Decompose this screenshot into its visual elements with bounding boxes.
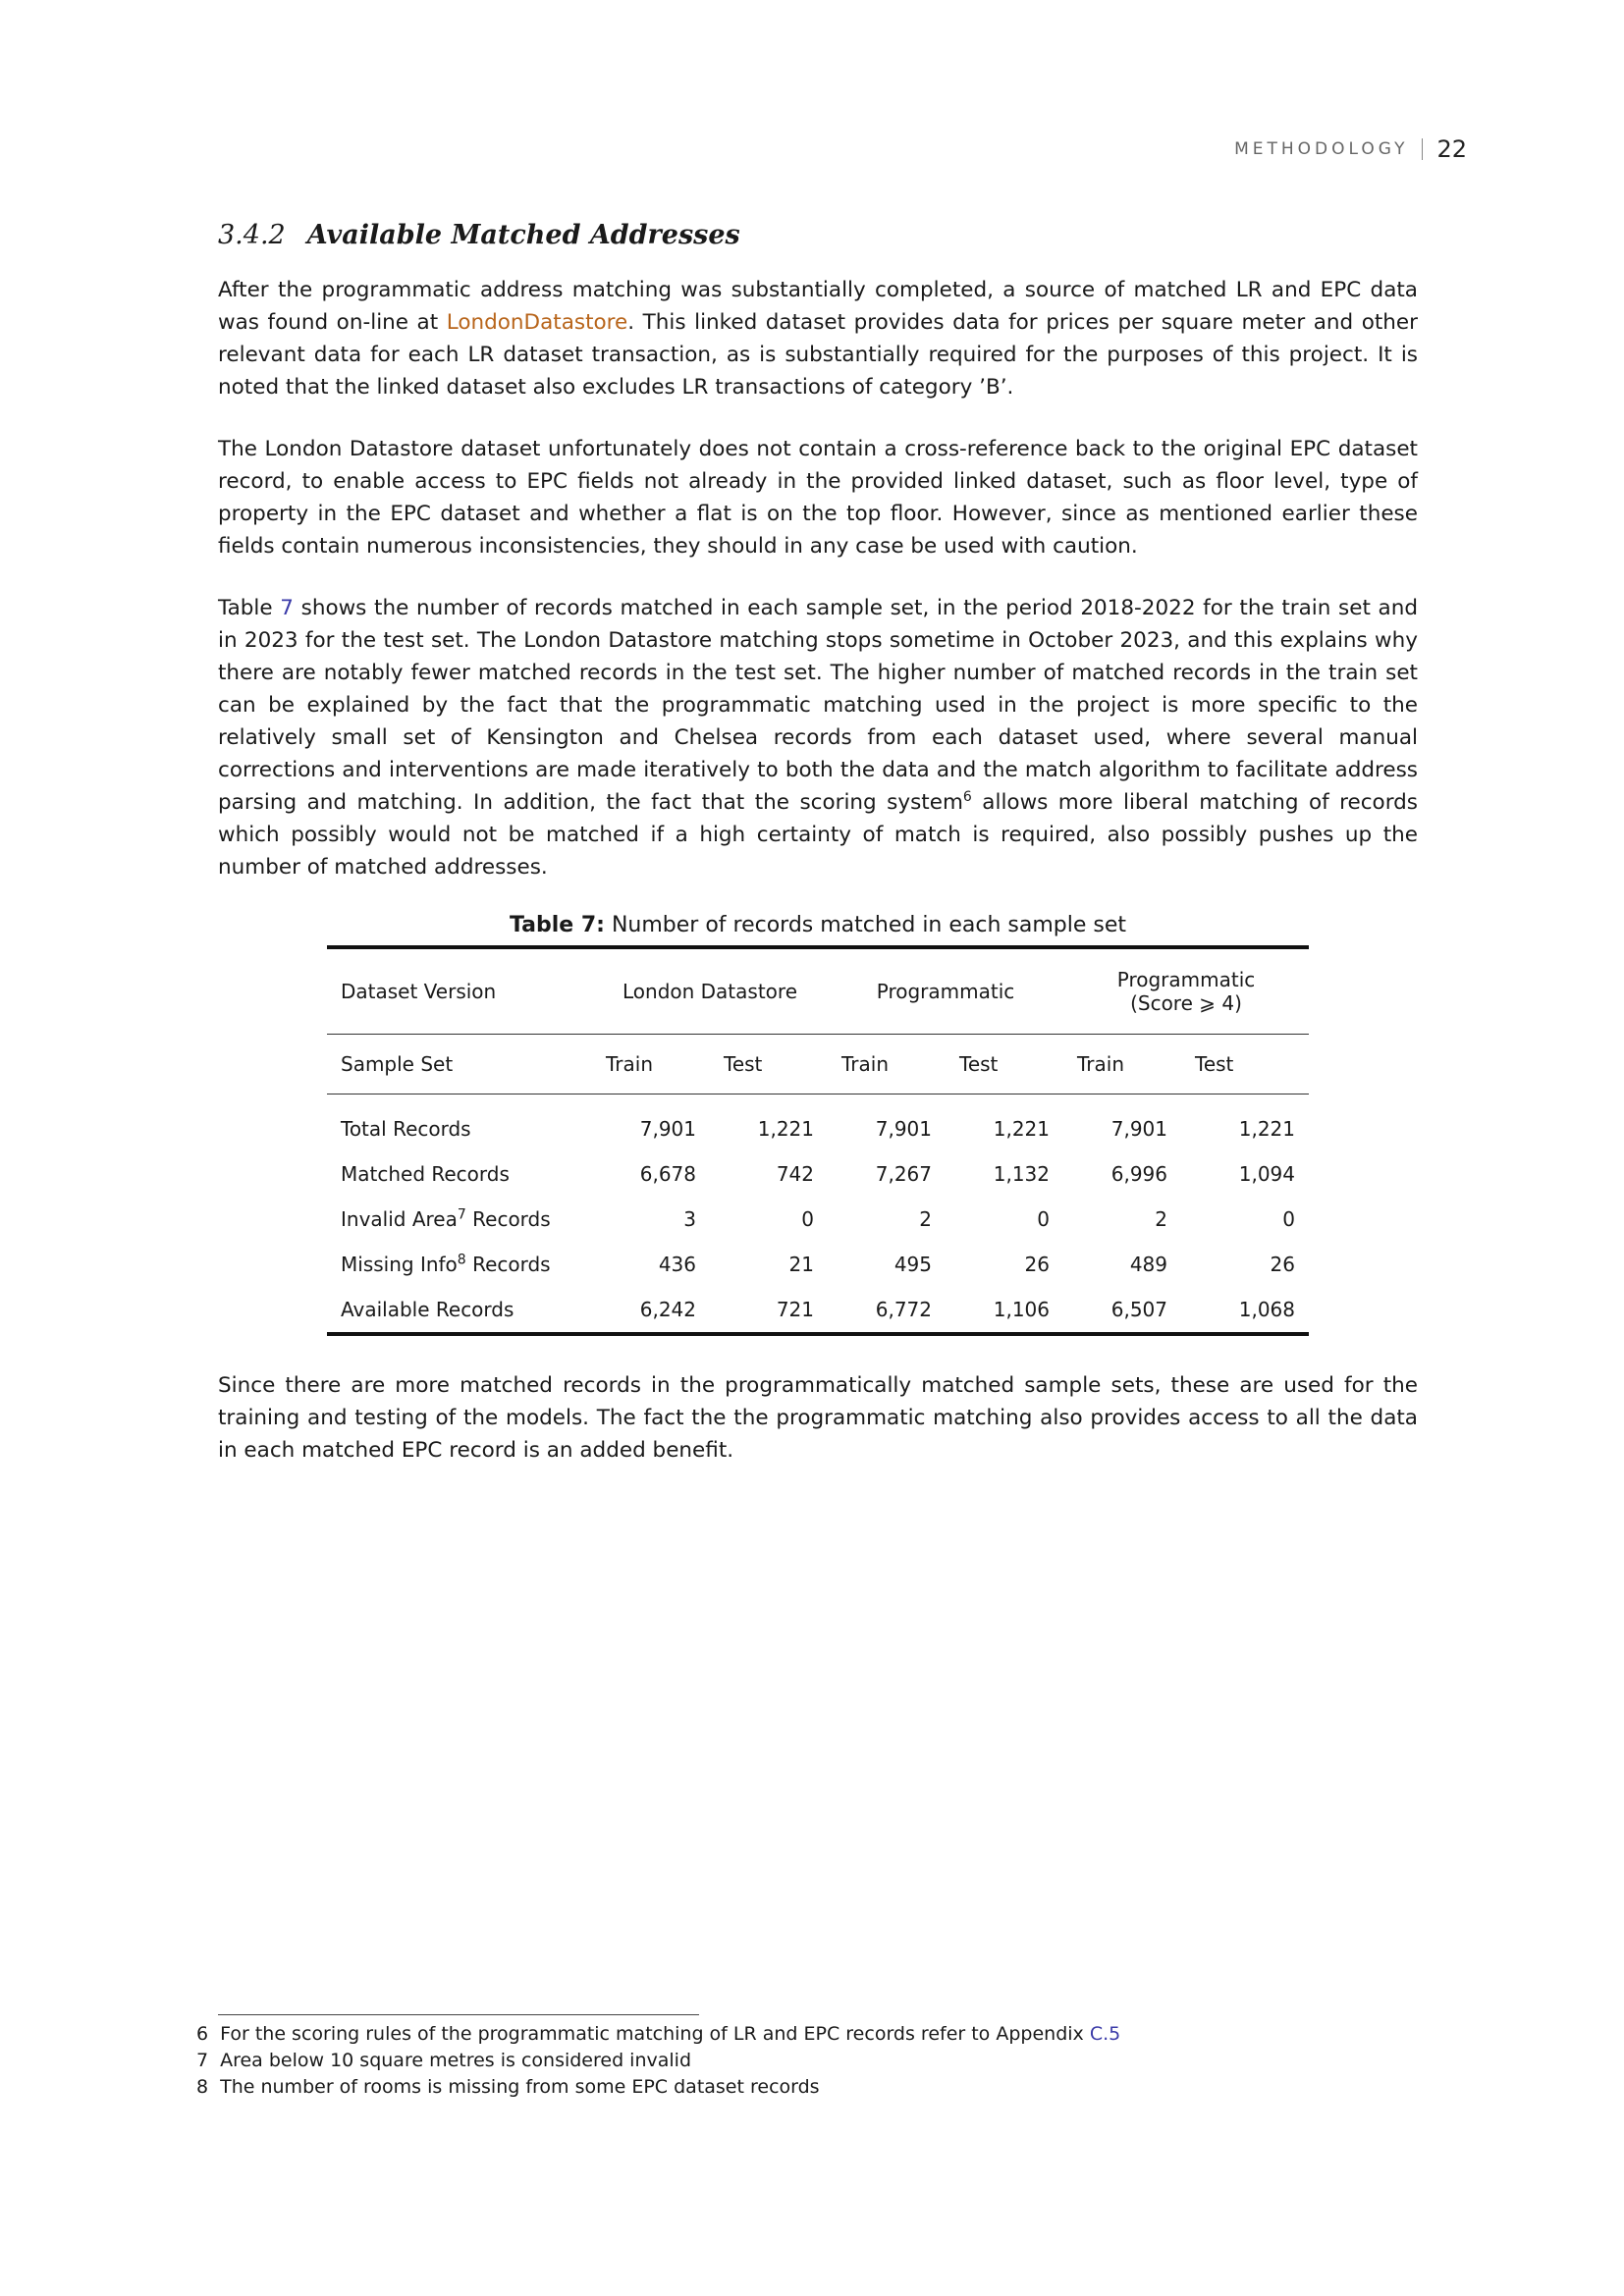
cell-value: 1,221 [993, 1117, 1050, 1141]
row-label-rest: Records [465, 1253, 551, 1276]
table-row [327, 1151, 1309, 1197]
cell-value: 1,221 [1238, 1117, 1295, 1141]
cell-value: 7,901 [875, 1117, 932, 1141]
subheader-sample-set: Sample Set [327, 1035, 592, 1095]
table-block [327, 913, 1309, 1336]
cell-value: 495 [893, 1253, 932, 1276]
header-programmatic: Programmatic [828, 947, 1063, 1035]
cell-value: 26 [1024, 1253, 1050, 1276]
table-caption-text: Number of records matched in each sample set [611, 913, 1127, 937]
footnote-text: The number of rooms is missing from some EPC dataset records [220, 2076, 820, 2098]
header-programmatic-score [1063, 947, 1309, 1035]
cell-value: 21 [788, 1253, 814, 1276]
footnote-rule [218, 2014, 699, 2015]
header-dataset-version: Dataset Version [327, 947, 592, 1035]
p3-text-a: Table [218, 596, 281, 620]
cell-value: 0 [1282, 1207, 1295, 1231]
p3-text-b: shows the number of records matched in each sample set, in the period 2018-2022 for the train set and in 2023 for the test set. The London Datastore matching stops sometime in October 2023, and this explains why there are notably fewer matched records in the test set. The higher number of matched records in the train set can be explained by the fact that the programmatic matching used in the project is more specific to the relatively small set of Kensington and Chelsea records from each dataset used, where several manual corrections and interventions are made iteratively to both the data and the match algorithm to facilitate address parsing and matching. In addition, the fact that the scoring system [218, 596, 1419, 815]
running-head: METHODOLOGY [1234, 139, 1409, 159]
section-title: Available Matched Addresses [306, 220, 740, 250]
cell-value: 6,678 [639, 1162, 696, 1186]
footnote-text-body: For the scoring rules of the programmatic matching of LR and EPC records refer to Appendix [220, 2023, 1090, 2045]
subheader-test-3: Test [1181, 1035, 1309, 1095]
cell-value: 2 [1155, 1207, 1167, 1231]
cell-value: 7,901 [1110, 1117, 1167, 1141]
cell-value: 1,068 [1238, 1298, 1295, 1321]
records-table [327, 945, 1309, 1336]
row-label [327, 1197, 592, 1242]
cell-value: 1,094 [1238, 1162, 1295, 1186]
header-programmatic-score-line1: Programmatic [1116, 968, 1256, 991]
footnote-mark: 8 [196, 2076, 209, 2098]
table-row [327, 1197, 1309, 1242]
cell-value: 7,901 [639, 1117, 696, 1141]
cell-value: 7,267 [875, 1162, 932, 1186]
section-heading [218, 220, 1418, 250]
section-number: 3.4.2 [218, 220, 286, 250]
header-programmatic-score-line2: (Score ⩾ 4) [1130, 991, 1242, 1015]
appendix-link[interactable]: C.5 [1089, 2023, 1121, 2045]
cell-value: 6,772 [875, 1298, 932, 1321]
cell-value: 0 [1037, 1207, 1050, 1231]
cell-value: 1,106 [993, 1298, 1050, 1321]
table-header-row [327, 947, 1309, 1035]
cell-value: 6,507 [1110, 1298, 1167, 1321]
footnote-6 [196, 2021, 1414, 2048]
page-header [1234, 135, 1467, 163]
main-content [218, 220, 1418, 1496]
table-row [327, 1287, 1309, 1334]
footnote-ref-6[interactable]: 6 [962, 788, 972, 805]
row-label-text: Total Records [341, 1117, 471, 1141]
footnote-ref-7[interactable]: 7 [457, 1206, 466, 1223]
paragraph-2: The London Datastore dataset unfortunately does not contain a cross-reference back to the original EPC dataset record, to enable access to EPC fields not already in the provided linked dataset, such as floor level, type of property in the EPC dataset and whether a flat is on the top floor. However, since as mentioned earlier these fields contain numerous inconsistencies, they should in any case be used with caution. [218, 437, 1418, 559]
table-subheader-row [327, 1035, 1309, 1095]
footnote-mark: 7 [196, 2050, 209, 2071]
page-number: 22 [1436, 135, 1467, 163]
row-label [327, 1151, 592, 1197]
footnote-7 [196, 2048, 1414, 2074]
table-row [327, 1242, 1309, 1287]
cell-value: 436 [658, 1253, 696, 1276]
cell-value: 2 [919, 1207, 932, 1231]
cell-value: 742 [776, 1162, 814, 1186]
cell-value: 1,221 [757, 1117, 814, 1141]
london-datastore-link[interactable]: LondonDatastore [446, 310, 628, 335]
row-label-text: Available Records [341, 1298, 514, 1321]
cell-value: 26 [1270, 1253, 1295, 1276]
row-label [327, 1095, 592, 1152]
subheader-train-1: Train [592, 1035, 710, 1095]
cell-value: 489 [1129, 1253, 1167, 1276]
paragraph-4: Since there are more matched records in the programmatically matched sample sets, these are used for the training and testing of the models. The fact the the programmatic matching also provides access to all the data in each matched EPC record is an added benefit. [218, 1373, 1418, 1463]
footnote-mark: 6 [196, 2023, 209, 2045]
table-row [327, 1095, 1309, 1152]
cell-value: 0 [801, 1207, 814, 1231]
cell-value: 6,996 [1110, 1162, 1167, 1186]
p3-text-c: allows more liberal matching of records which possibly would not be matched if a high certainty of match is required, also possibly pushes up the number of matched addresses. [218, 790, 1419, 880]
p1-text-b: . This linked dataset provides data for prices per square meter and other relevant data for each LR dataset transaction, as is substantially required for the purposes of this project. It is noted that the linked dataset also excludes LR transactions of category ’B’. [218, 310, 1418, 400]
footnote-ref-8[interactable]: 8 [457, 1252, 466, 1268]
table-caption [327, 913, 1309, 937]
row-label [327, 1242, 592, 1287]
header-london-datastore: London Datastore [592, 947, 828, 1035]
subheader-test-2: Test [946, 1035, 1063, 1095]
cell-value: 721 [776, 1298, 814, 1321]
table-caption-label: Table 7: [509, 913, 605, 937]
footnote-text [220, 2021, 1120, 2048]
row-label [327, 1287, 592, 1334]
cell-value: 6,242 [639, 1298, 696, 1321]
cell-value: 1,132 [993, 1162, 1050, 1186]
table-ref-link[interactable]: 7 [280, 596, 294, 620]
footnote-text: Area below 10 square metres is considered invalid [220, 2050, 692, 2071]
subheader-train-2: Train [828, 1035, 946, 1095]
row-label-text: Invalid Area [341, 1207, 458, 1231]
row-label-text: Missing Info [341, 1253, 458, 1276]
p1-text-a: After the programmatic address matching was substantially completed, a source of matched LR and EPC data was found on-line at [218, 278, 1418, 335]
row-label-text: Matched Records [341, 1162, 510, 1186]
subheader-test-1: Test [710, 1035, 828, 1095]
footnote-8 [196, 2074, 1414, 2101]
row-label-rest: Records [465, 1207, 551, 1231]
paragraph-1 [218, 274, 1418, 403]
cell-value: 3 [683, 1207, 696, 1231]
subheader-train-3: Train [1063, 1035, 1181, 1095]
footnotes [196, 2014, 1414, 2101]
header-separator [1422, 138, 1423, 160]
paragraph-3 [218, 592, 1418, 883]
